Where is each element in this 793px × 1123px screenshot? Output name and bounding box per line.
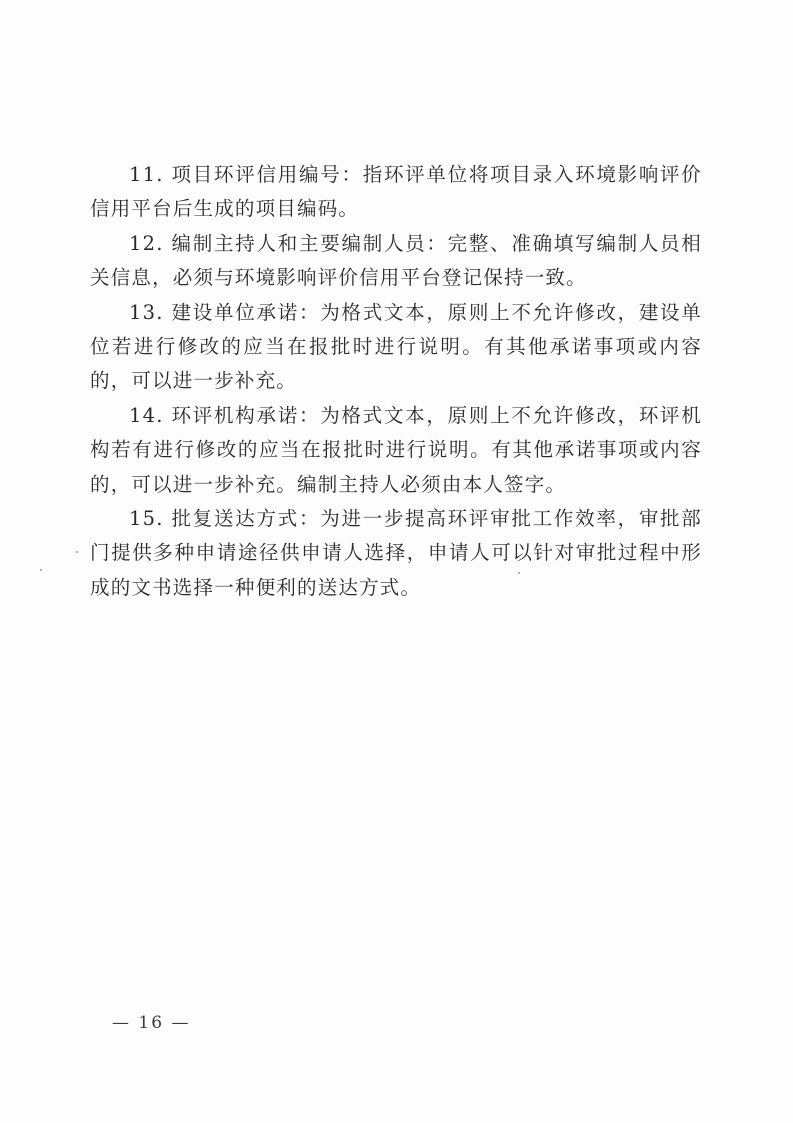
page-number: — 16 — (112, 1013, 191, 1033)
scan-speck (518, 572, 520, 574)
paragraph-13: 13. 建设单位承诺：为格式文本，原则上不允许修改，建设单位若进行修改的应当在报批时进行说明。有其他承诺事项或内容的，可以进一步补充。 (90, 300, 702, 393)
paragraph-11: 11. 项目环评信用编号：指环评单位将项目录入环境影响评价信用平台后生成的项目编码。 (90, 163, 702, 221)
document-body (90, 158, 702, 605)
paragraph-12: 12. 编制主持人和主要编制人员：完整、准确填写编制人员相关信息，必须与环境影响评价信用平台登记保持一致。 (90, 231, 702, 290)
scan-speck (76, 551, 78, 553)
paragraph-14: 14. 环评机构承诺：为格式文本，原则上不允许修改，环评机构若有进行修改的应当在报批时进行说明。有其他承诺事项或内容的，可以进一步补充。编制主持人必须由本人签字。 (90, 403, 702, 496)
paragraph-15: 15. 批复送达方式：为进一步提高环评审批工作效率，审批部门提供多种申请途径供申请人选择，申请人可以针对审批过程中形成的文书选择一种便利的送达方式。 (90, 507, 702, 599)
scan-speck (40, 569, 42, 571)
